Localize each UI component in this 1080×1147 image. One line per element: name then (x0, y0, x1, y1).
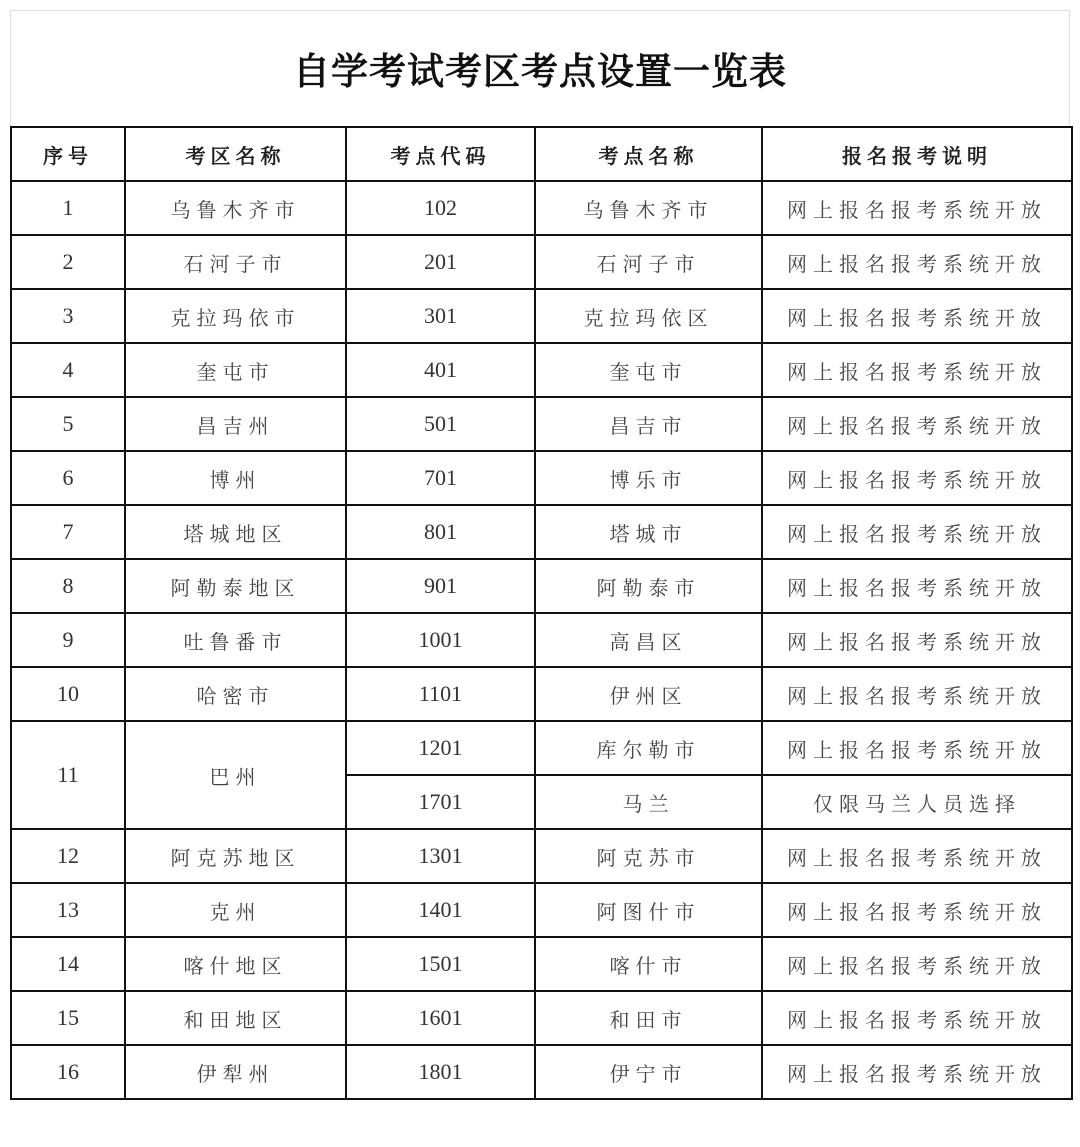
page-title: 自学考试考区考点设置一览表 (293, 49, 787, 93)
site-name: 乌鲁木齐市 (535, 181, 762, 235)
area-name: 奎屯市 (125, 343, 346, 397)
header-site-code: 考点代码 (346, 127, 535, 181)
area-name: 伊犁州 (125, 1045, 346, 1099)
row-index: 13 (11, 883, 125, 937)
site-code: 901 (346, 559, 535, 613)
title-area (10, 10, 1070, 127)
header-index: 序号 (11, 127, 125, 181)
site-code: 1401 (346, 883, 535, 937)
table-row (11, 181, 1072, 235)
row-index: 16 (11, 1045, 125, 1099)
site-name: 塔城市 (535, 505, 762, 559)
site-name: 石河子市 (535, 235, 762, 289)
site-code: 1301 (346, 829, 535, 883)
site-code: 102 (346, 181, 535, 235)
site-code: 1601 (346, 991, 535, 1045)
site-name: 昌吉市 (535, 397, 762, 451)
table-row (11, 829, 1072, 883)
exam-site-table (10, 126, 1073, 1100)
site-code: 1501 (346, 937, 535, 991)
area-name: 阿克苏地区 (125, 829, 346, 883)
registration-note: 网上报名报考系统开放 (762, 289, 1072, 343)
row-index: 8 (11, 559, 125, 613)
site-name: 阿克苏市 (535, 829, 762, 883)
site-code: 801 (346, 505, 535, 559)
registration-note: 网上报名报考系统开放 (762, 451, 1072, 505)
registration-note: 网上报名报考系统开放 (762, 937, 1072, 991)
registration-note: 网上报名报考系统开放 (762, 559, 1072, 613)
registration-note: 仅限马兰人员选择 (762, 775, 1072, 829)
registration-note: 网上报名报考系统开放 (762, 181, 1072, 235)
site-code: 1701 (346, 775, 535, 829)
row-index: 12 (11, 829, 125, 883)
table-row (11, 397, 1072, 451)
row-index: 7 (11, 505, 125, 559)
registration-note: 网上报名报考系统开放 (762, 397, 1072, 451)
site-code: 1801 (346, 1045, 535, 1099)
area-name: 和田地区 (125, 991, 346, 1045)
table-row (11, 1045, 1072, 1099)
site-code: 1101 (346, 667, 535, 721)
row-index: 9 (11, 613, 125, 667)
row-index: 15 (11, 991, 125, 1045)
registration-note: 网上报名报考系统开放 (762, 343, 1072, 397)
row-index: 11 (11, 721, 125, 829)
table-row (11, 343, 1072, 397)
table-row (11, 451, 1072, 505)
table-row (11, 559, 1072, 613)
site-code: 1001 (346, 613, 535, 667)
area-name: 喀什地区 (125, 937, 346, 991)
site-name: 阿勒泰市 (535, 559, 762, 613)
row-index: 1 (11, 181, 125, 235)
site-name: 喀什市 (535, 937, 762, 991)
registration-note: 网上报名报考系统开放 (762, 883, 1072, 937)
row-index: 6 (11, 451, 125, 505)
area-name: 博州 (125, 451, 346, 505)
site-code: 501 (346, 397, 535, 451)
site-name: 和田市 (535, 991, 762, 1045)
registration-note: 网上报名报考系统开放 (762, 667, 1072, 721)
header-registration-note: 报名报考说明 (762, 127, 1072, 181)
table-row (11, 991, 1072, 1045)
site-name: 克拉玛依区 (535, 289, 762, 343)
area-name: 石河子市 (125, 235, 346, 289)
area-name: 克州 (125, 883, 346, 937)
table-row (11, 289, 1072, 343)
area-name: 昌吉州 (125, 397, 346, 451)
area-name: 阿勒泰地区 (125, 559, 346, 613)
table-row (11, 667, 1072, 721)
row-index: 3 (11, 289, 125, 343)
area-name: 哈密市 (125, 667, 346, 721)
table-row (11, 721, 1072, 775)
site-code: 1201 (346, 721, 535, 775)
registration-note: 网上报名报考系统开放 (762, 235, 1072, 289)
site-name: 奎屯市 (535, 343, 762, 397)
site-code: 301 (346, 289, 535, 343)
site-code: 201 (346, 235, 535, 289)
row-index: 5 (11, 397, 125, 451)
registration-note: 网上报名报考系统开放 (762, 505, 1072, 559)
site-name: 马兰 (535, 775, 762, 829)
registration-note: 网上报名报考系统开放 (762, 829, 1072, 883)
row-index: 14 (11, 937, 125, 991)
registration-note: 网上报名报考系统开放 (762, 991, 1072, 1045)
site-name: 阿图什市 (535, 883, 762, 937)
registration-note: 网上报名报考系统开放 (762, 721, 1072, 775)
site-name: 博乐市 (535, 451, 762, 505)
site-code: 401 (346, 343, 535, 397)
table-row (11, 235, 1072, 289)
site-name: 伊州区 (535, 667, 762, 721)
table-row (11, 505, 1072, 559)
site-code: 701 (346, 451, 535, 505)
area-name: 塔城地区 (125, 505, 346, 559)
area-name: 乌鲁木齐市 (125, 181, 346, 235)
registration-note: 网上报名报考系统开放 (762, 1045, 1072, 1099)
row-index: 4 (11, 343, 125, 397)
header-area-name: 考区名称 (125, 127, 346, 181)
site-name: 高昌区 (535, 613, 762, 667)
area-name: 吐鲁番市 (125, 613, 346, 667)
site-name: 伊宁市 (535, 1045, 762, 1099)
registration-note: 网上报名报考系统开放 (762, 613, 1072, 667)
row-index: 2 (11, 235, 125, 289)
table-row (11, 613, 1072, 667)
site-name: 库尔勒市 (535, 721, 762, 775)
row-index: 10 (11, 667, 125, 721)
header-site-name: 考点名称 (535, 127, 762, 181)
table-row (11, 883, 1072, 937)
table-row (11, 937, 1072, 991)
area-name: 巴州 (125, 721, 346, 829)
header-row (11, 127, 1072, 181)
area-name: 克拉玛依市 (125, 289, 346, 343)
